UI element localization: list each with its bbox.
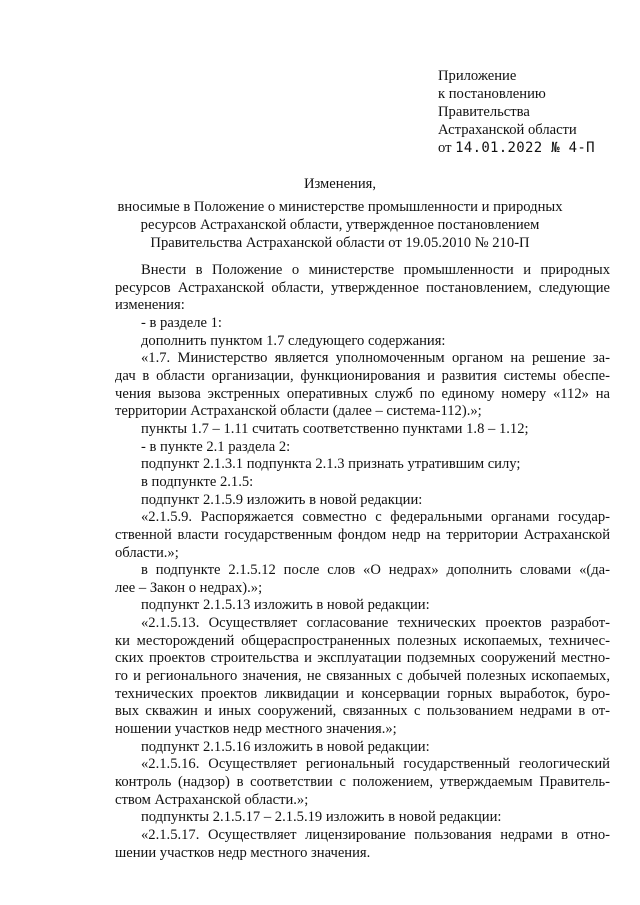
body-line: «2.1.5.16. Осуществляет региональный государственный геологический (141, 756, 610, 773)
body-line: дополнить пунктом 1.7 следующего содержания: (141, 332, 446, 349)
title-line: вносимые в Положение о министерстве промышленности и природных (117, 199, 563, 215)
body-line: в подпункте 2.1.5.12 после слов «О недрах» дополнить словами «(да- (141, 562, 610, 579)
body-line: подпункт 2.1.5.13 изложить в новой редакции: (141, 597, 430, 614)
body-line: «2.1.5.13. Осуществляет согласование технических проектов разработ- (141, 615, 610, 632)
date-prefix: от (438, 140, 452, 156)
title-line: Правительства Астраханской области от 19.05.2010 № 210-П (150, 235, 530, 251)
body-line: ношении участков недр местного значения.»; (115, 721, 397, 738)
appendix-line: Приложение (438, 68, 517, 84)
appendix-block (438, 67, 633, 157)
appendix-line: Астраханской области (438, 122, 577, 138)
body-line: подпункт 2.1.5.16 изложить в новой редакции: (141, 738, 430, 755)
body-line: подпункт 2.1.3.1 подпункта 2.1.3 признать утратившим силу; (141, 456, 521, 473)
title-line: ресурсов Астраханской области, утвержденное постановлением (140, 217, 540, 233)
body-line: ских проектов строительства и эксплуатации подземных сооружений местно- (115, 650, 610, 667)
body-line: в подпункте 2.1.5: (141, 473, 254, 490)
body-line: территории Астраханской области (далее – система-112).»; (115, 403, 482, 420)
body-line: ственной власти государственным фондом недр на территории Астраханской (115, 526, 610, 543)
body-line: изменения: (115, 297, 185, 314)
title-heading: Изменения, (303, 176, 377, 192)
body-line: лее – Закон о недрах).»; (115, 579, 263, 596)
body-line: «1.7. Министерство является уполномоченным органом на решение за- (141, 350, 610, 367)
body-line: «2.1.5.9. Распоряжается совместно с федеральными органами государ- (141, 509, 610, 526)
body-line: - в пункте 2.1 раздела 2: (141, 438, 291, 455)
body-line: го и регионального значения, не связанных с добычей полезных ископаемых, (115, 668, 610, 685)
body-line: дач в области организации, функционирования и развития системы обеспе- (115, 367, 610, 384)
body-line: - в разделе 1: (141, 314, 222, 331)
body-line: контроль (надзор) в соответствии с положением, утверждаемым Правитель- (115, 774, 610, 791)
date-number-stamp: 14.01.2022 № 4-П (455, 140, 595, 156)
appendix-line: к постановлению (438, 86, 546, 102)
body-line: Внести в Положение о министерстве промышленности и природных (141, 262, 610, 278)
body-line: шении участков недр местного значения. (115, 844, 371, 861)
body-line: технических проектов ликвидации и консервации горных выработок, буро- (115, 685, 610, 702)
body-line: подпункты 2.1.5.17 – 2.1.5.19 изложить в новой редакции: (141, 809, 502, 826)
body-line: подпункт 2.1.5.9 изложить в новой редакции: (141, 491, 423, 508)
body-line: пункты 1.7 – 1.11 считать соответственно пунктами 1.8 – 1.12; (141, 420, 529, 437)
appendix-date-line (438, 139, 633, 157)
body-line: ки месторождений общераспространенных полезных ископаемых, техничес- (115, 632, 610, 649)
body-line: ресурсов Астраханской области, утвержденное постановлением, следующие (115, 279, 610, 296)
body-line: ством Астраханской области.»; (115, 791, 309, 808)
body-line: чения вызова экстренных оперативных служб по единому номеру «112» на (115, 385, 610, 402)
appendix-line: Правительства (438, 104, 530, 120)
document-body (115, 262, 610, 862)
document-title (100, 175, 580, 252)
body-line: «2.1.5.17. Осуществляет лицензирование пользования недрами в отно- (141, 827, 610, 843)
body-line: вых скважин и иных сооружений, связанных с пользованием недрами в от- (115, 703, 610, 720)
body-line: области.»; (115, 544, 179, 561)
